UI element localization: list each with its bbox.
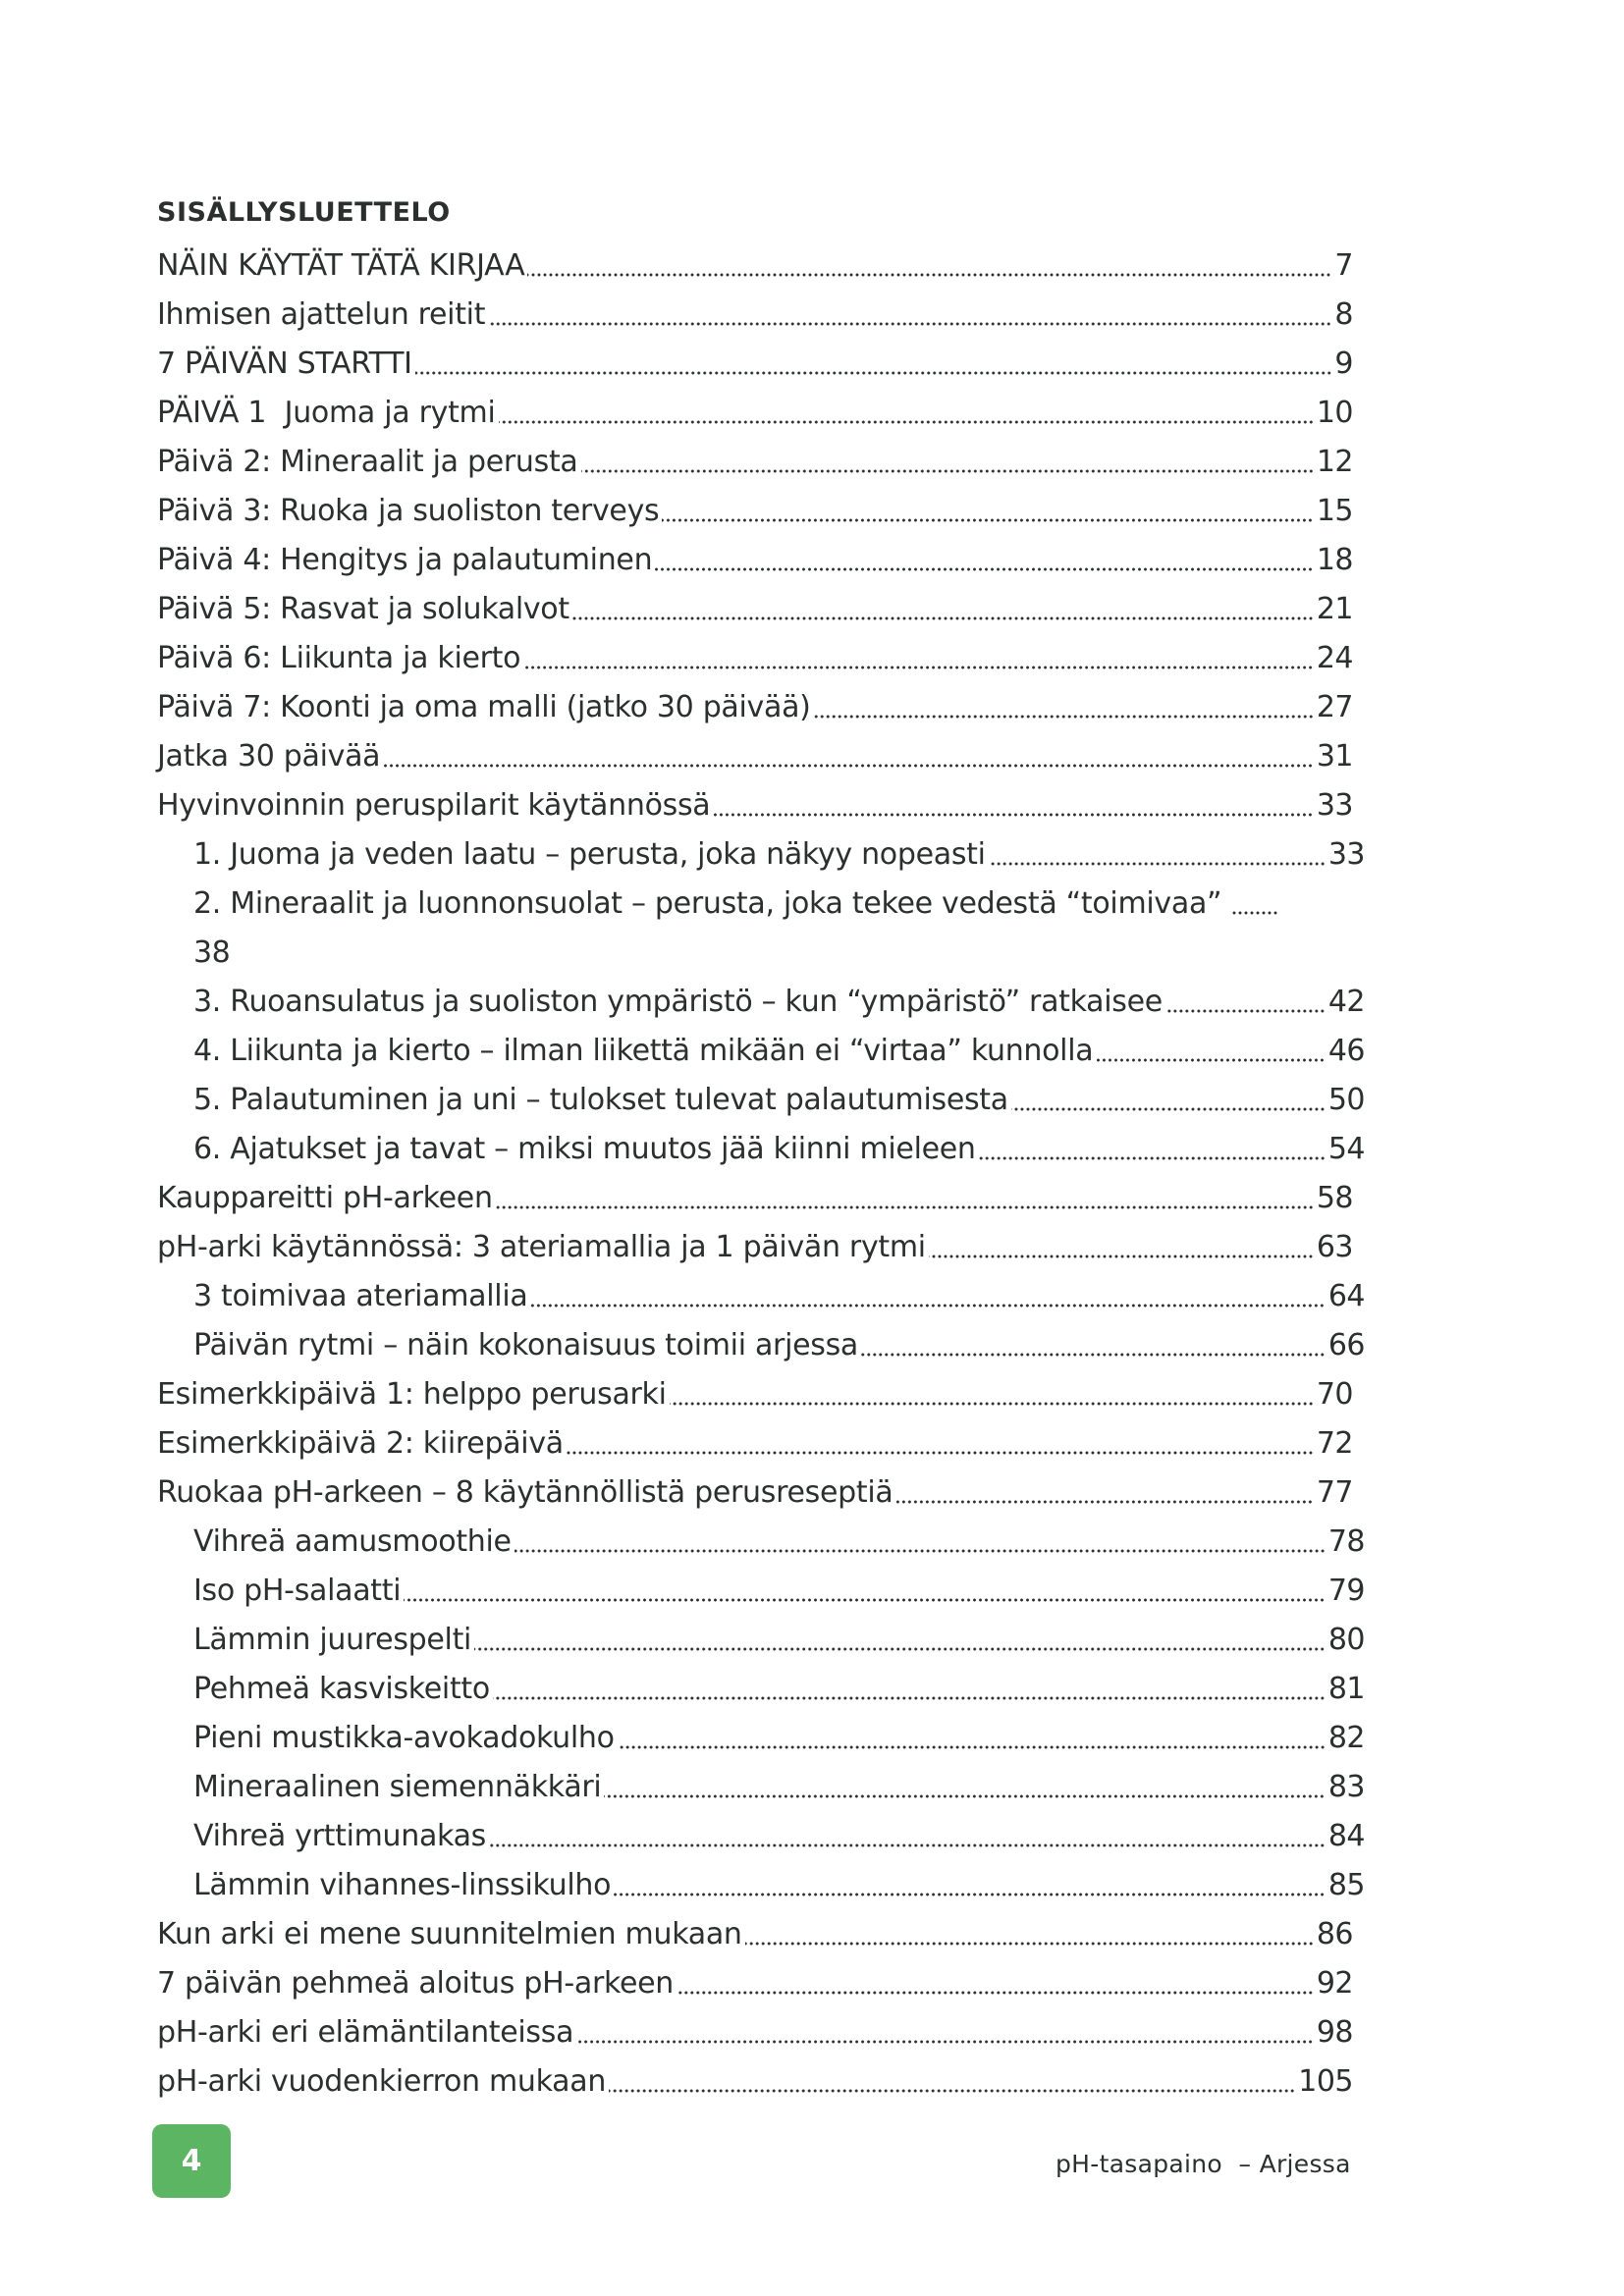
dot-leader xyxy=(488,322,1331,326)
toc-entry-label: Lämmin vihannes-linssikulho xyxy=(193,1868,612,1902)
toc-entry[interactable] xyxy=(157,1174,1353,1223)
dot-leader xyxy=(1096,1058,1325,1062)
toc-entry[interactable] xyxy=(157,634,1353,683)
dot-leader xyxy=(662,518,1313,522)
toc-subentry[interactable] xyxy=(157,1027,1365,1076)
toc-entry-page: 85 xyxy=(1327,1868,1365,1902)
dot-leader xyxy=(655,567,1314,571)
toc-subentry-continuation[interactable] xyxy=(157,929,1394,978)
toc-entry[interactable] xyxy=(157,2008,1353,2057)
toc-subentry[interactable] xyxy=(157,1125,1365,1174)
toc-entry[interactable] xyxy=(157,2057,1353,2107)
toc-entry-page: 64 xyxy=(1327,1279,1365,1313)
toc-subentry[interactable] xyxy=(157,1616,1365,1665)
toc-entry[interactable] xyxy=(157,389,1353,438)
dot-leader xyxy=(614,1893,1326,1896)
toc-entry-label: 7 PÄIVÄN STARTTI xyxy=(157,347,412,381)
toc-entry[interactable] xyxy=(157,1419,1353,1468)
toc-entry[interactable] xyxy=(157,1223,1353,1272)
toc-subentry[interactable] xyxy=(157,1518,1365,1567)
toc-entry-page: 27 xyxy=(1316,690,1353,724)
toc-entry-page: 66 xyxy=(1327,1328,1365,1362)
dot-leader xyxy=(567,1451,1314,1455)
dot-leader xyxy=(383,764,1314,768)
toc-entry-label: Iso pH-salaatti xyxy=(193,1574,402,1608)
toc-subentry[interactable] xyxy=(157,978,1365,1027)
toc-entry-page: 78 xyxy=(1327,1524,1365,1559)
toc-entry-page: 12 xyxy=(1316,445,1353,479)
toc-entry-label: Vihreä aamusmoothie xyxy=(193,1524,512,1559)
toc-entry-label: 6. Ajatukset ja tavat – miksi muutos jää kiinni mieleen xyxy=(193,1132,976,1166)
toc-entry[interactable] xyxy=(157,1910,1353,1959)
toc-entry-page: 21 xyxy=(1316,592,1353,626)
toc-entry[interactable] xyxy=(157,732,1353,781)
toc-subentry[interactable] xyxy=(157,1321,1365,1370)
toc-entry-page: 38 xyxy=(193,935,231,970)
toc-subentry[interactable] xyxy=(157,880,1389,929)
running-footer-title: pH-tasapaino – Arjessa xyxy=(1056,2150,1351,2178)
toc-entry-page: 92 xyxy=(1316,1966,1353,2001)
toc-entry[interactable] xyxy=(157,438,1353,487)
toc-entry-page: 7 xyxy=(1334,248,1353,283)
toc-entry-page: 80 xyxy=(1327,1623,1365,1657)
dot-leader xyxy=(514,1549,1326,1553)
dot-leader xyxy=(979,1156,1326,1160)
toc-entry-label: Pehmeä kasviskeitto xyxy=(193,1672,490,1706)
toc-subentry[interactable] xyxy=(157,1763,1365,1812)
toc-entry-page: 10 xyxy=(1316,396,1353,430)
toc-entry[interactable] xyxy=(157,536,1353,585)
toc-entry-label: Päivän rytmi – näin kokonaisuus toimii arjessa xyxy=(193,1328,859,1362)
dot-leader xyxy=(493,1696,1326,1700)
toc-entry-label: Kun arki ei mene suunnitelmien mukaan xyxy=(157,1917,742,1951)
dot-leader xyxy=(404,1598,1326,1602)
toc-entry-label: Päivä 7: Koonti ja oma malli (jatko 30 päivää) xyxy=(157,690,811,724)
dot-leader xyxy=(415,371,1332,375)
dot-leader xyxy=(530,1304,1325,1308)
toc-entry-label: pH-arki käytännössä: 3 ateriamallia ja 1 päivän rytmi xyxy=(157,1230,926,1264)
toc-entry-page: 8 xyxy=(1334,297,1353,332)
dot-leader xyxy=(499,420,1314,424)
toc-entry-page: 42 xyxy=(1327,985,1365,1019)
toc-entry-page: 77 xyxy=(1316,1475,1353,1510)
toc-entry-label: Ruokaa pH-arkeen – 8 käytännöllistä perusreseptiä xyxy=(157,1475,893,1510)
toc-entry-page: 79 xyxy=(1327,1574,1365,1608)
dot-leader xyxy=(929,1255,1314,1258)
toc-entry-label: 5. Palautuminen ja uni – tulokset tulevat palautumisesta xyxy=(193,1083,1008,1117)
dot-leader xyxy=(581,469,1314,473)
toc-subentry[interactable] xyxy=(157,1665,1365,1714)
toc-entry-page: 105 xyxy=(1298,2064,1353,2099)
toc-entry-label: Mineraalinen siemennäkkäri xyxy=(193,1770,602,1804)
toc-entry-label: 1. Juoma ja veden laatu – perusta, joka näkyy nopeasti xyxy=(193,837,986,872)
toc-entry-page: 31 xyxy=(1316,739,1353,774)
toc-entry[interactable] xyxy=(157,1959,1353,2008)
toc-entry-label: Vihreä yrttimunakas xyxy=(193,1819,487,1853)
toc-entry-label: pH-arki eri elämäntilanteissa xyxy=(157,2015,574,2050)
toc-entry-page: 54 xyxy=(1327,1132,1365,1166)
dot-leader xyxy=(609,2089,1295,2093)
toc-entry-page: 83 xyxy=(1327,1770,1365,1804)
toc-entry-page: 81 xyxy=(1327,1672,1365,1706)
dot-leader xyxy=(474,1647,1326,1651)
toc-entry-label: Jatka 30 päivää xyxy=(157,739,381,774)
toc-entry[interactable] xyxy=(157,241,1353,291)
toc-entry-label: 2. Mineraalit ja luonnonsuolat – perusta, joka tekee vedestä “toimivaa” xyxy=(193,886,1222,921)
toc-entry-page: 18 xyxy=(1316,543,1353,577)
dot-leader xyxy=(745,1942,1314,1946)
dot-leader xyxy=(677,1991,1314,1995)
toc-entry[interactable] xyxy=(157,291,1353,340)
toc-entry-page: 24 xyxy=(1316,641,1353,675)
dot-leader xyxy=(527,273,1331,277)
dot-leader xyxy=(1231,911,1278,915)
toc-entry-page: 33 xyxy=(1316,788,1353,823)
toc-entry-label: Ihmisen ajattelun reitit xyxy=(157,297,486,332)
dot-leader xyxy=(604,1794,1325,1798)
dot-leader xyxy=(523,666,1314,669)
toc-entry-label: Hyvinvoinnin peruspilarit käytännössä xyxy=(157,788,711,823)
dot-leader xyxy=(713,813,1313,817)
dot-leader xyxy=(572,616,1314,620)
dot-leader xyxy=(895,1500,1313,1504)
toc-entry-page: 72 xyxy=(1316,1426,1353,1461)
toc-subentry[interactable] xyxy=(157,1861,1365,1910)
toc-entry-label: Lämmin juurespelti xyxy=(193,1623,472,1657)
table-of-contents xyxy=(157,241,1394,2107)
dot-leader xyxy=(496,1205,1314,1209)
toc-entry-page: 84 xyxy=(1327,1819,1365,1853)
toc-entry-label: Kauppareitti pH-arkeen xyxy=(157,1181,493,1215)
toc-subentry[interactable] xyxy=(157,1567,1365,1616)
dot-leader xyxy=(814,715,1314,719)
dot-leader xyxy=(489,1843,1326,1847)
toc-entry-label: pH-arki vuodenkierron mukaan xyxy=(157,2064,607,2099)
toc-entry[interactable] xyxy=(157,585,1353,634)
toc-entry-label: Päivä 2: Mineraalit ja perusta xyxy=(157,445,578,479)
toc-entry-page: 15 xyxy=(1316,494,1353,528)
toc-entry-label: Päivä 4: Hengitys ja palautuminen xyxy=(157,543,653,577)
toc-entry-page: 9 xyxy=(1334,347,1353,381)
page-number-badge: 4 xyxy=(152,2124,231,2198)
toc-entry-label: Päivä 5: Rasvat ja solukalvot xyxy=(157,592,569,626)
toc-entry-label: 4. Liikunta ja kierto – ilman liikettä mikään ei “virtaa” kunnolla xyxy=(193,1034,1094,1068)
toc-subentry[interactable] xyxy=(157,1076,1365,1125)
toc-entry-label: Päivä 3: Ruoka ja suoliston terveys xyxy=(157,494,660,528)
toc-entry[interactable] xyxy=(157,487,1353,536)
dot-leader xyxy=(989,862,1326,866)
toc-entry[interactable] xyxy=(157,340,1353,389)
toc-entry-page: 86 xyxy=(1316,1917,1353,1951)
dot-leader xyxy=(618,1745,1326,1749)
dot-leader xyxy=(1165,1009,1326,1013)
toc-entry-label: 7 päivän pehmeä aloitus pH-arkeen xyxy=(157,1966,675,2001)
toc-entry-label: 3. Ruoansulatus ja suoliston ympäristö – kun “ympäristö” ratkaisee xyxy=(193,985,1163,1019)
toc-entry[interactable] xyxy=(157,1370,1353,1419)
toc-entry-page: 50 xyxy=(1327,1083,1365,1117)
toc-entry-page: 46 xyxy=(1327,1034,1365,1068)
toc-title: SISÄLLYSLUETTELO xyxy=(157,197,451,228)
toc-subentry[interactable] xyxy=(157,1812,1365,1861)
toc-entry-page: 70 xyxy=(1316,1377,1353,1412)
dot-leader xyxy=(861,1353,1326,1357)
toc-subentry[interactable] xyxy=(157,1714,1365,1763)
toc-entry-page: 98 xyxy=(1316,2015,1353,2050)
toc-subentry[interactable] xyxy=(157,830,1365,880)
toc-entry-page: 63 xyxy=(1316,1230,1353,1264)
toc-entry-label: NÄIN KÄYTÄT TÄTÄ KIRJAA xyxy=(157,248,525,283)
dot-leader xyxy=(1011,1107,1326,1111)
toc-entry[interactable] xyxy=(157,781,1353,830)
toc-subentry[interactable] xyxy=(157,1272,1365,1321)
toc-entry-page: 58 xyxy=(1316,1181,1353,1215)
toc-entry-label: Esimerkkipäivä 2: kiirepäivä xyxy=(157,1426,564,1461)
dot-leader xyxy=(670,1402,1314,1406)
dot-leader xyxy=(576,2040,1314,2044)
toc-entry-label: 3 toimivaa ateriamallia xyxy=(193,1279,528,1313)
toc-entry-label: Esimerkkipäivä 1: helppo perusarki xyxy=(157,1377,667,1412)
toc-entry-label: PÄIVÄ 1 Juoma ja rytmi xyxy=(157,396,496,430)
toc-entry[interactable] xyxy=(157,683,1353,732)
toc-entry[interactable] xyxy=(157,1468,1353,1518)
toc-entry-label: Pieni mustikka-avokadokulho xyxy=(193,1721,615,1755)
toc-entry-page: 82 xyxy=(1327,1721,1365,1755)
toc-entry-label: Päivä 6: Liikunta ja kierto xyxy=(157,641,521,675)
toc-entry-page: 33 xyxy=(1327,837,1365,872)
